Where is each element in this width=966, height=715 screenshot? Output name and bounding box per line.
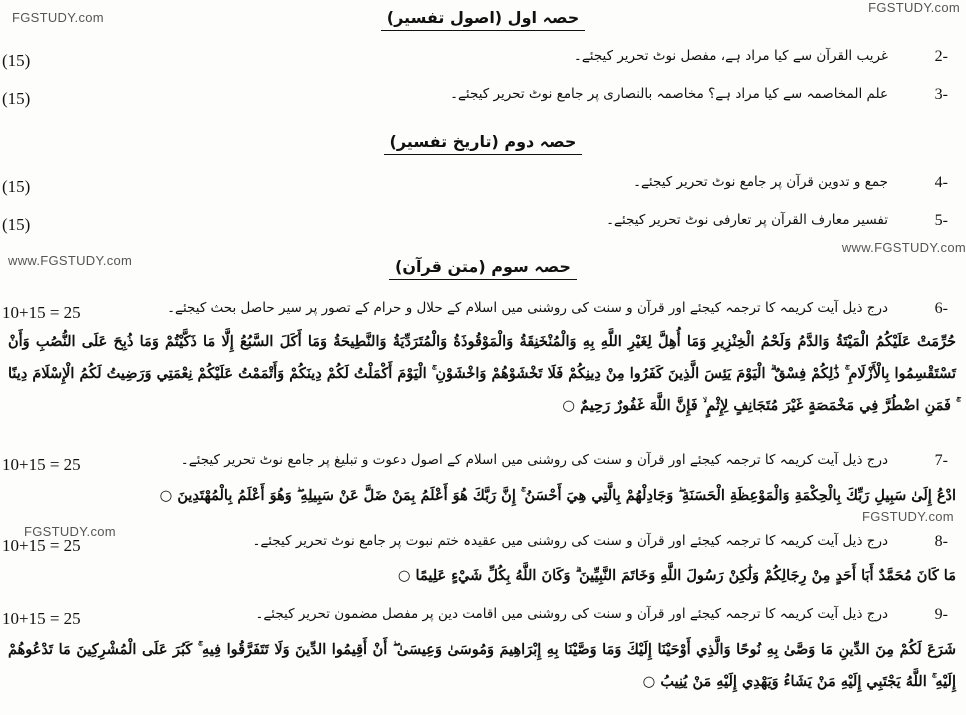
question-number: 6-: [934, 300, 948, 317]
question-number: 2-: [934, 48, 948, 65]
section-heading-part-1: حصہ اول (اصول تفسیر): [0, 8, 966, 27]
quranic-verse: ادْعُ إِلَىٰ سَبِيلِ رَبِّكَ بِالْحِكْمَةِ وَالْمَوْعِظَةِ الْحَسَنَةِ ۖ وَجَادِلْهُمْ بِالَّتِي هِيَ أَحْسَنُ ۚ إِنَّ رَبَّكَ هُوَ أَعْلَمُ بِمَنْ ضَلَّ عَنْ سَبِيلِهِ ۖ وَهُوَ أَعْلَمُ بِالْمُهْتَدِينَ ○: [159, 487, 956, 504]
question-marks: (15): [2, 51, 31, 70]
watermark-mid-right: www.FGSTUDY.com: [841, 240, 966, 255]
watermark-top-left: FGSTUDY.com: [12, 10, 104, 25]
question-number: 5-: [934, 212, 948, 229]
watermark-q8: FGSTUDY.com: [24, 524, 116, 539]
watermark-q7: FGSTUDY.com: [862, 509, 954, 524]
question-marks: (15): [2, 215, 31, 234]
question-text: جمع و تدوین قرآن پر جامع نوٹ تحریر کیجئے۔: [633, 174, 888, 190]
question-number: 3-: [934, 86, 948, 103]
quranic-verse: شَرَعَ لَكُمْ مِنَ الدِّينِ مَا وَصَّىٰ بِهِ نُوحًا وَالَّذِي أَوْحَيْنَا إِلَيْكَ وَمَا وَصَّيْنَا بِهِ إِبْرَاهِيمَ وَمُوسَىٰ وَعِيسَىٰ ۖ أَنْ أَقِيمُوا الدِّينَ وَلَا تَتَفَرَّقُوا فِيهِ ۚ كَبُرَ عَلَى الْمُشْرِكِينَ مَا تَدْعُوهُمْ إِلَيْهِ ۚ اللَّهُ يَجْتَبِي إِلَيْهِ مَنْ يَشَاءُ وَيَهْدِي إِلَيْهِ مَنْ يُنِيبُ ○: [8, 641, 956, 690]
question-number: 8-: [934, 533, 948, 550]
watermark-top-right: FGSTUDY.com: [868, 0, 960, 15]
question-number: 9-: [934, 606, 948, 623]
question-number: 7-: [934, 452, 948, 469]
question-marks: 10+15 = 25: [2, 536, 81, 555]
question-text: تفسیر معارف القرآن پر تعارفی نوٹ تحریر کیجئے۔: [606, 212, 888, 228]
quranic-verse: مَا كَانَ مُحَمَّدٌ أَبَا أَحَدٍ مِنْ رِجَالِكُمْ وَلَٰكِنْ رَسُولَ اللَّهِ وَخَاتَمَ النَّبِيِّينَ ۗ وَكَانَ اللَّهُ بِكُلِّ شَيْءٍ عَلِيمًا ○: [397, 567, 956, 584]
section-heading-part-2: حصہ دوم (تاریخ تفسیر): [0, 132, 966, 151]
question-marks: (15): [2, 89, 31, 108]
section-heading-part-3: حصہ سوم (متن قرآن): [0, 257, 966, 276]
question-text: درج ذیل آیت کریمہ کا ترجمہ کیجئے اور قرآن و سنت کی روشنی میں اسلام کے اصول دعوت و تبلیغ پر جامع نوٹ تحریر کیجئے۔: [180, 452, 888, 468]
question-text: غریب القرآن سے کیا مراد ہے، مفصل نوٹ تحریر کیجئے۔: [573, 48, 888, 64]
question-text: درج ذیل آیت کریمہ کا ترجمہ کیجئے اور قرآن و سنت کی روشنی میں اقامت دین پر مفصل مضمون تحریر کیجئے۔: [255, 606, 888, 622]
question-marks: 10+15 = 25: [2, 303, 81, 322]
question-marks: 10+15 = 25: [2, 609, 81, 628]
question-marks: 10+15 = 25: [2, 455, 81, 474]
watermark-mid-left: www.FGSTUDY.com: [8, 253, 133, 268]
question-text: درج ذیل آیت کریمہ کا ترجمہ کیجئے اور قرآن و سنت کی روشنی میں اسلام کے حلال و حرام کے تصور پر سیر حاصل بحث کیجئے۔: [167, 300, 888, 316]
question-text: علم المخاصمہ سے کیا مراد ہے؟ مخاصمہ بالنصاری پر جامع نوٹ تحریر کیجئے۔: [450, 86, 888, 102]
question-number: 4-: [934, 174, 948, 191]
question-text: درج ذیل آیت کریمہ کا ترجمہ کیجئے اور قرآن و سنت کی روشنی میں عقیدہ ختم نبوت پر جامع نوٹ تحریر کیجئے۔: [252, 533, 888, 549]
quranic-verse: حُرِّمَتْ عَلَيْكُمُ الْمَيْتَةُ وَالدَّمُ وَلَحْمُ الْخِنْزِيرِ وَمَا أُهِلَّ لِغَيْرِ اللَّهِ بِهِ وَالْمُنْخَنِقَةُ وَالْمَوْقُوذَةُ وَالْمُتَرَدِّيَةُ وَالنَّطِيحَةُ وَمَا أَكَلَ السَّبُعُ إِلَّا مَا ذَكَّيْتُمْ وَمَا ذُبِحَ عَلَى النُّصُبِ وَأَنْ تَسْتَقْسِمُوا بِالْأَزْلَامِ ۚ ذَٰلِكُمْ فِسْقٌ ۗ الْيَوْمَ يَئِسَ الَّذِينَ كَفَرُوا مِنْ دِينِكُمْ فَلَا تَخْشَوْهُمْ وَاخْشَوْنِ ۚ الْيَوْمَ أَكْمَلْتُ لَكُمْ دِينَكُمْ وَأَتْمَمْتُ عَلَيْكُمْ نِعْمَتِي وَرَضِيتُ لَكُمُ الْإِسْلَامَ دِينًا ۚ فَمَنِ اضْطُرَّ فِي مَخْمَصَةٍ غَيْرَ مُتَجَانِفٍ لِإِثْمٍ ۙ فَإِنَّ اللَّهَ غَفُورٌ رَحِيمٌ ○: [8, 333, 956, 414]
question-marks: (15): [2, 177, 31, 196]
